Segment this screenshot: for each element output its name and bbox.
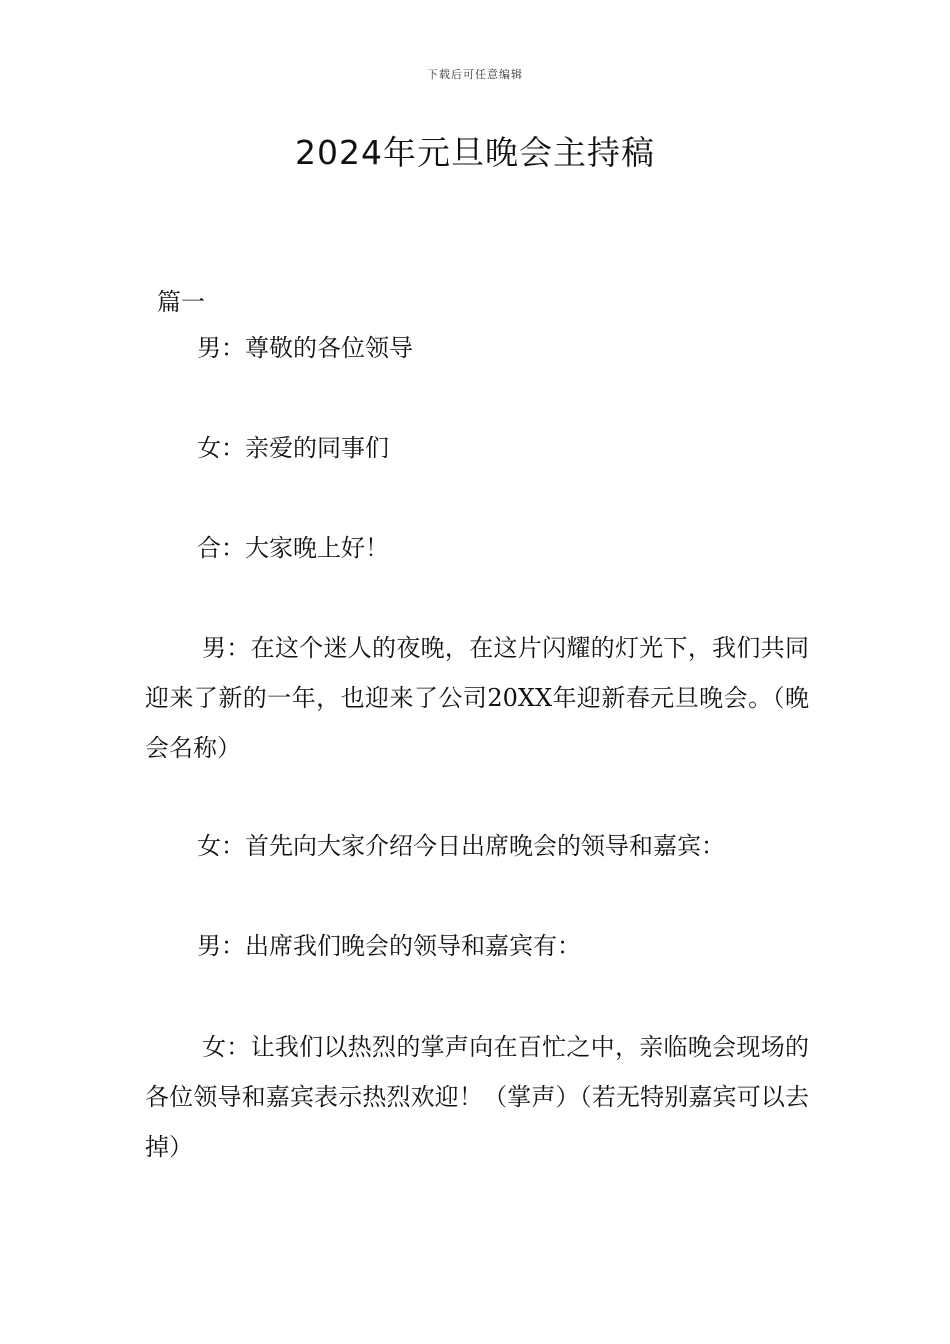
paragraph: 男：在这个迷人的夜晚，在这片闪耀的灯光下，我们共同迎来了新的一年，也迎来了公司20XX年迎新春元旦晚会。（晚会名称） (145, 634, 809, 762)
paragraph: 女：亲爱的同事们 (197, 434, 389, 462)
paragraph: 男：尊敬的各位领导 (197, 334, 413, 362)
paragraph: 女：让我们以热烈的掌声向在百忙之中，亲临晚会现场的各位领导和嘉宾表示热烈欢迎！（掌声）（若无特别嘉宾可以去掉） (145, 1033, 809, 1161)
document-title: 2024年元旦晚会主持稿 (295, 133, 655, 172)
page-header-note: 下载后可任意编辑 (427, 68, 523, 81)
section-label: 篇一 (157, 288, 205, 316)
paragraph: 合：大家晚上好！ (197, 534, 389, 562)
paragraph: 男：出席我们晚会的领导和嘉宾有： (197, 932, 581, 960)
paragraph: 女：首先向大家介绍今日出席晚会的领导和嘉宾： (197, 832, 725, 860)
